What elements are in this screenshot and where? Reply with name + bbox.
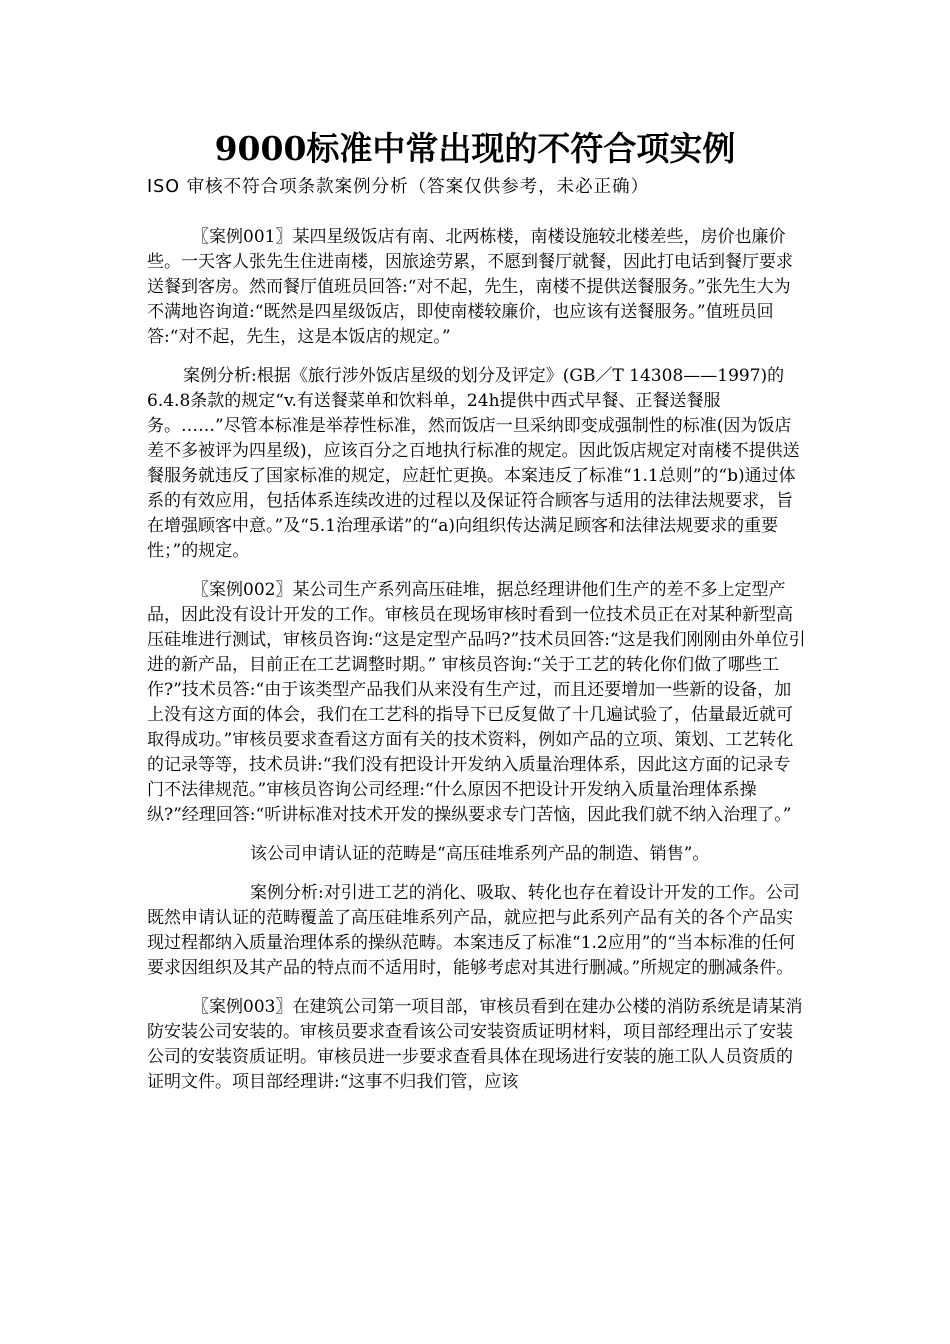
document-title: 9000标准中常出现的不符合项实例: [214, 129, 736, 168]
paragraph-case-003: 〖案例003〗在建筑公司第一项目部，审核员看到在建办公楼的消防系统是请某消防安装公司安装的。审核员要求查看该公司安装资质证明材料，项目部经理出示了安装公司的安装资质证明。审核员进一步要求查看具体在现场进行安装的施工队人员资质的证明文件。项目部经理讲:“这事不归我们管，应该: [147, 997, 803, 1092]
document-subtitle: ISO 审核不符合项条款案例分析（答案仅供参考，未必正确）: [147, 177, 650, 197]
document-body: [147, 225, 807, 1109]
paragraph-case-001: 〖案例001〗某四星级饭店有南、北两栋楼，南楼设施较北楼差些，房价也廉价些。一天客人张先生住进南楼，因旅途劳累，不愿到餐厅就餐，因此打电话到餐厅要求送餐到客房。然而餐厅值班员回答:“对不起，先生，南楼不提供送餐服务。”张先生大为不满地咨询道:“既然是四星级饭店，即使南楼较廉价，也应该有送餐服务。”值班员回答:“对不起，先生，这是本饭店的规定。”: [147, 227, 793, 347]
paragraph-case-002-analysis: 案例分析:对引进工艺的消化、吸取、转化也存在着设计开发的工作。公司既然申请认证的范畴覆盖了高压硅堆系列产品，就应把与此系列产品有关的各个产品实现过程都纳入质量治理体系的操纵范畴。本案违反了标准“1.2应用”的“当本标准的任何要求因组织及其产品的特点而不适用时，能够考虑对其进行删减。”所规定的删减条件。: [147, 883, 800, 978]
paragraph-case-001-analysis: 案例分析:根据《旅行涉外饭店星级的划分及评定》(GB／T 14308——1997)的6.4.8条款的规定“v.有送餐菜单和饮料单，24h提供中西式早餐、正餐送餐服务。……”尽管本标准是举荐性标准，然而饭店一旦采纳即变成强制性的标准(因为饭店差不多被评为四星级)，应该百分之百地执行标准的规定。因此饭店规定对南楼不提供送餐服务就违反了国家标准的规定，应赶忙更换。本案违反了标准“1.1总则”的“b)通过体系的有效应用，包括体系连续改进的过程以及保证符合顾客与适用的法律法规要求，旨在增强顾客中意。”及“5.1治理承诺”的“a)向组织传达满足顾客和法律法规要求的重要性；”的规定。: [147, 366, 800, 561]
paragraph-case-002: 〖案例002〗某公司生产系列高压硅堆，据总经理讲他们生产的差不多上定型产品，因此没有设计开发的工作。审核员在现场审核时看到一位技术员正在对某种新型高压硅堆进行测试，审核员咨询:“这是定型产品吗?”技术员回答:“这是我们刚刚由外单位引进的新产品，目前正在工艺调整时期。” 审核员咨询:“关于工艺的转化你们做了哪些工作?”技术员答:“由于该类型产品我们从来没有生产过，而且还要增加一些新的设备，加上没有这方面的体会，我们在工艺科的指导下已反复做了十几遍试验了，估量最近就可取得成功。”审核员要求查看这方面有关的技术资料，例如产品的立项、策划、工艺转化的记录等等，技术员讲:“我们没有把设计开发纳入质量治理体系，因此这方面的记录专门不法律规范。”审核员咨询公司经理:“什么原因不把设计开发纳入质量治理体系操纵?”经理回答:“听讲标准对技术开发的操纵要求专门苦恼，因此我们就不纳入治理了。”: [147, 580, 806, 825]
paragraph-case-002-scope: 该公司申请认证的范畴是“高压硅堆系列产品的制造、销售”。: [250, 844, 710, 864]
